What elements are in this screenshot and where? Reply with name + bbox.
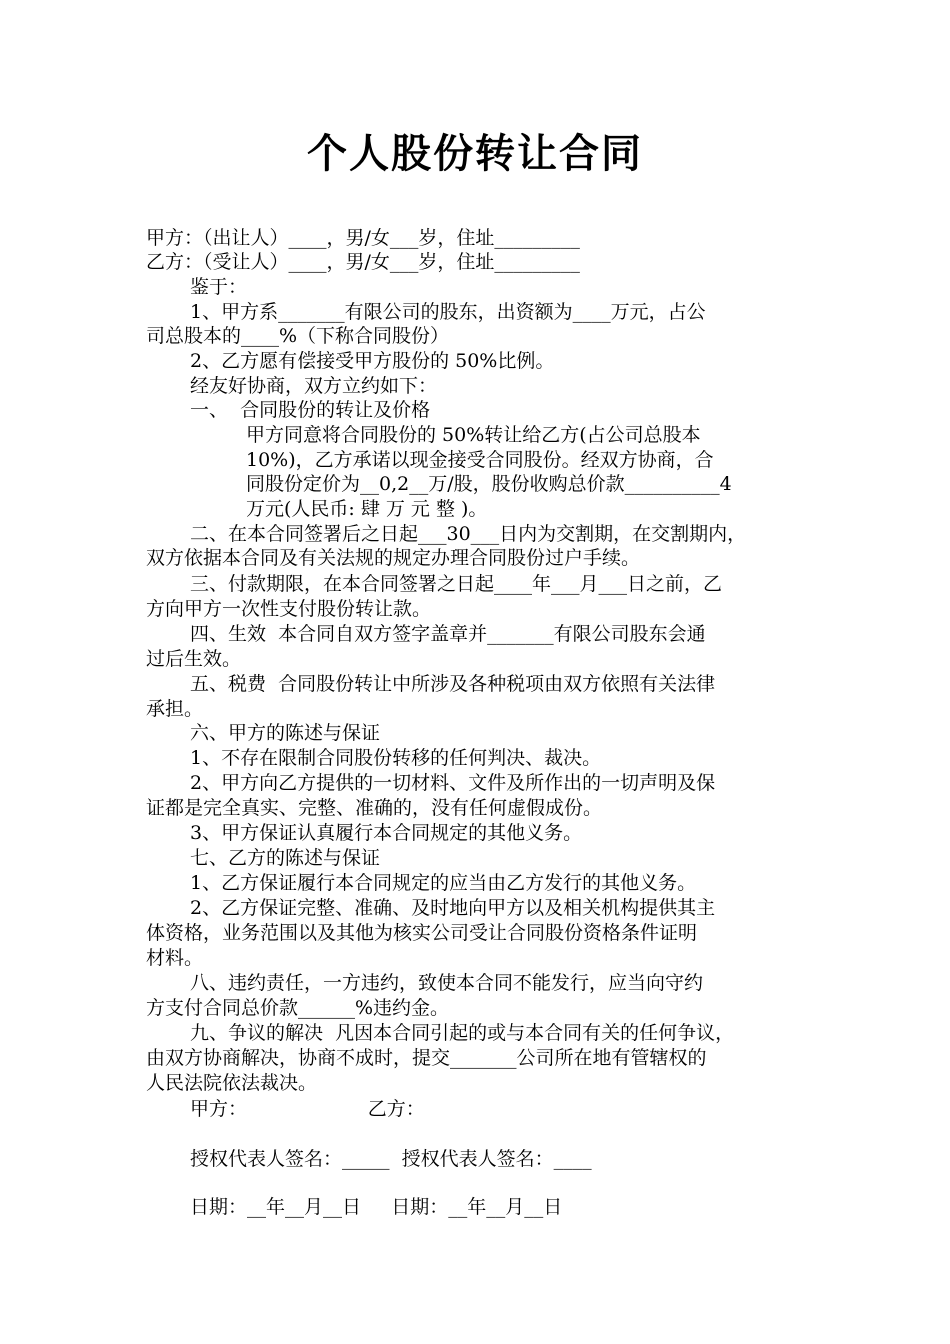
article-1-line-1: 甲方同意将合同股份的 50%转让给乙方(占公司总股本: [246, 424, 701, 446]
article-7-item-2-line-3: 材料。: [146, 947, 204, 969]
article-6-heading: 六、甲方的陈述与保证: [190, 722, 381, 744]
article-4-line-2: 过后生效。: [146, 648, 242, 670]
article-3-line-2: 方向甲方一次性支付股份转让款。: [146, 598, 432, 620]
article-9-line-1: 九、争议的解决 凡因本合同引起的或与本合同有关的任何争议，: [190, 1022, 735, 1044]
article-1-line-2: 10%)，乙方承诺以现金接受合同股份。经双方协商，合: [246, 449, 714, 471]
article-6-item-3: 3、甲方保证认真履行本合同规定的其他义务。: [190, 822, 583, 844]
representative-signature-line: 授权代表人签名：_____ 授权代表人签名：____: [190, 1148, 592, 1170]
party-signature-labels: 甲方： 乙方：: [190, 1098, 425, 1120]
article-6-item-2-line-1: 2、甲方向乙方提供的一切材料、文件及所作出的一切声明及保: [190, 772, 716, 794]
recital-2: 2、乙方愿有偿接受甲方股份的 50%比例。: [190, 350, 555, 372]
article-3-line-1: 三、付款期限，在本合同签署之日起____年___月___日之前，乙: [190, 573, 723, 595]
article-7-item-1: 1、乙方保证履行本合同规定的应当由乙方发行的其他义务。: [190, 872, 697, 894]
article-2-line-1: 二、在本合同签署后之日起___30___日内为交割期，在交割期内，: [190, 523, 747, 545]
article-8-line-2: 方支付合同总价款______%违约金。: [146, 997, 450, 1019]
article-7-heading: 七、乙方的陈述与保证: [190, 847, 381, 869]
article-8-line-1: 八、违约责任，一方违约，致使本合同不能发行，应当向守约: [190, 972, 704, 994]
whereas-heading: 鉴于：: [190, 276, 248, 298]
article-4-line-1: 四、生效 本合同自双方签字盖章并_______有限公司股东会通: [190, 623, 706, 645]
article-1-line-3: 同股份定价为__0,2__万/股，股份收购总价款__________4: [246, 473, 732, 495]
article-7-item-2-line-2: 体资格，业务范围以及其他为核实公司受让合同股份资格条件证明: [146, 922, 698, 944]
article-2-line-2: 双方依据本合同及有关法规的规定办理合同股份过户手续。: [146, 547, 641, 569]
article-5-line-2: 承担。: [146, 698, 204, 720]
article-6-item-1: 1、不存在限制合同股份转移的任何判决、裁决。: [190, 747, 602, 769]
article-6-item-2-line-2: 证都是完全真实、完整、准确的，没有任何虚假成份。: [146, 797, 603, 819]
party-a-line: 甲方：（出让人）____，男/女___岁，住址_________: [146, 227, 580, 249]
article-1-heading: 一、 合同股份的转让及价格: [190, 399, 431, 421]
signing-date-line: 日期：__年__月__日 日期：__年__月__日: [190, 1196, 563, 1218]
recital-1-line-2: 司总股本的____%（下称合同股份）: [146, 325, 450, 347]
article-9-line-3: 人民法院依法裁决。: [146, 1072, 318, 1094]
agreement-intro: 经友好协商，双方立约如下：: [190, 375, 438, 397]
article-7-item-2-line-1: 2、乙方保证完整、准确、及时地向甲方以及相关机构提供其主: [190, 897, 716, 919]
article-1-line-4: 万元(人民币: 肆 万 元 整 )。: [246, 498, 488, 520]
recital-1-line-1: 1、甲方系_______有限公司的股东，出资额为____万元，占公: [190, 301, 706, 323]
party-b-line: 乙方：（受让人）____，男/女___岁，住址_________: [146, 251, 580, 273]
article-5-line-1: 五、税费 合同股份转让中所涉及各种税项由双方依照有关法律: [190, 673, 716, 695]
contract-title: 个人股份转让合同: [307, 130, 643, 177]
article-9-line-2: 由双方协商解决，协商不成时，提交_______公司所在地有管辖权的: [146, 1047, 707, 1069]
